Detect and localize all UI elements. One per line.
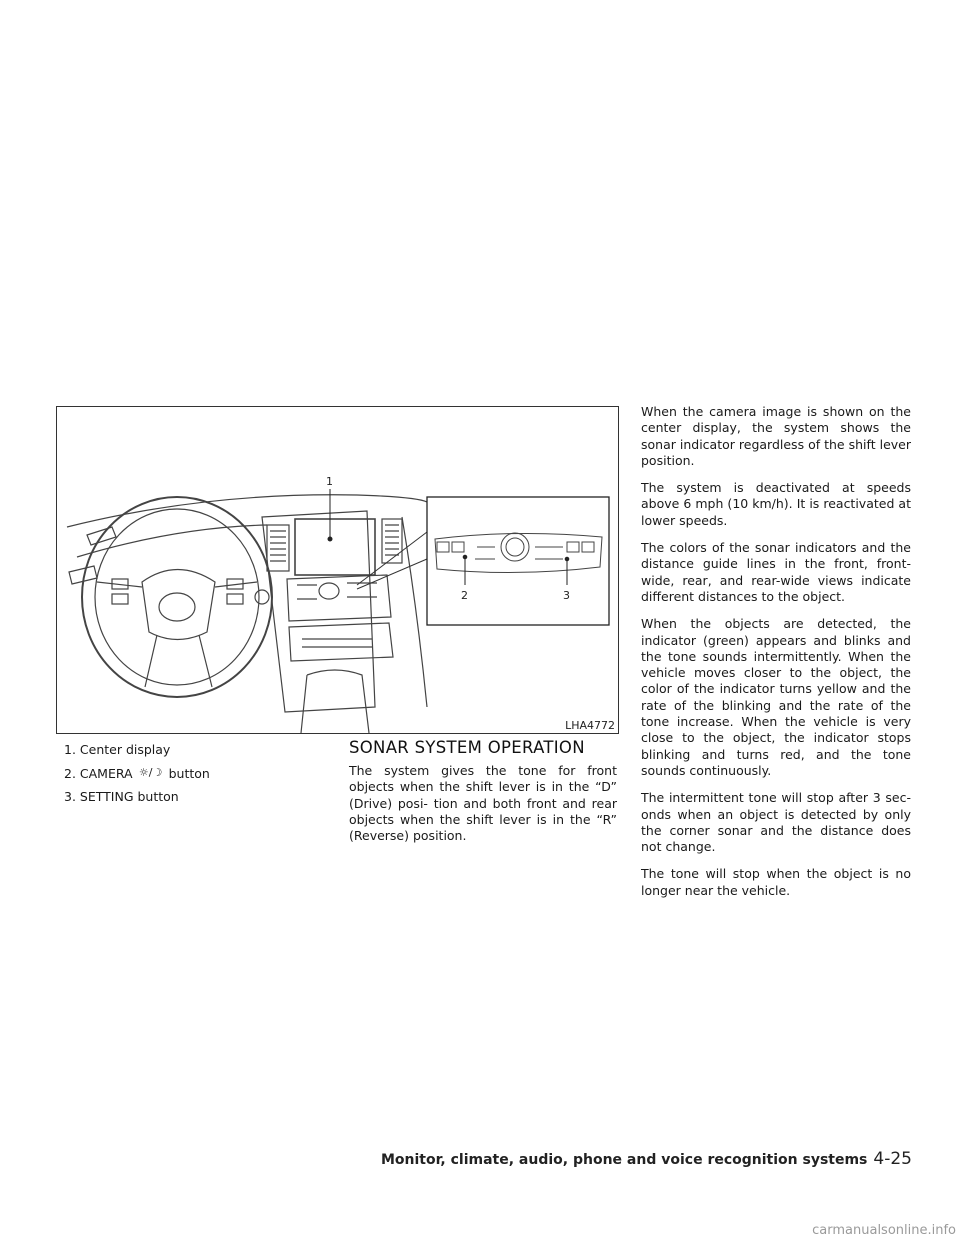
dashboard-drawing: [57, 407, 618, 733]
paragraph: The colors of the sonar indicators and the distance guide lines in the front, front-wide, rear, and rear-wide views indicate different distances to the object.: [641, 540, 911, 604]
paragraph: When the camera image is shown on the center display, the system shows the sonar indicator regardless of the shift lever position.: [641, 404, 911, 468]
caption-camera-label: 2. CAMERA: [64, 766, 133, 781]
page-number: 4-25: [873, 1149, 912, 1169]
footer-section-title: Monitor, climate, audio, phone and voice recognition systems: [380, 1152, 868, 1168]
paragraph: The intermittent tone will stop after 3 sec- onds when an object is detected by only the corner sonar and the distance does not change.: [641, 790, 911, 855]
paragraph: When the objects are detected, the indicator (green) appears and blinks and the tone sounds intermittently. When the vehicle moves closer to the object, the color of the indicator turns yellow and the rate of the blinking and the rate of the tone increase. When the vehicle is very close to the object, the indicator stops blinking and turns red, and the tone sounds continuously.: [641, 616, 911, 778]
paragraph: The system gives the tone for front objects when the shift lever is in the “D” (Drive) posi- tion and both front and rear objects when the shift lever is in the “R” (Reverse) position.: [349, 763, 617, 844]
caption-setting-button: 3. SETTING button: [64, 789, 179, 804]
paragraph: The system is deactivated at speeds above 6 mph (10 km/h). It is reactivated at lower speeds.: [641, 480, 911, 528]
right-column: [641, 404, 911, 910]
page-footer: [381, 1149, 912, 1169]
figure-code: LHA4772: [565, 719, 615, 732]
caption-center-display: 1. Center display: [64, 742, 171, 757]
figure-captions: [64, 740, 324, 810]
sonar-section: [349, 738, 617, 855]
callout-1: 1: [326, 475, 333, 488]
callout-3: 3: [563, 589, 570, 602]
watermark: carmanualsonline.info: [812, 1223, 956, 1238]
section-title: SONAR SYSTEM OPERATION: [349, 738, 585, 757]
camera-day-night-icon: ☼/☽: [138, 766, 163, 779]
caption-camera-suffix: button: [168, 766, 210, 781]
callout-2: 2: [461, 589, 468, 602]
dashboard-illustration: [56, 406, 619, 734]
paragraph: The tone will stop when the object is no longer near the vehicle.: [641, 866, 911, 898]
caption-camera-button: [64, 763, 324, 783]
